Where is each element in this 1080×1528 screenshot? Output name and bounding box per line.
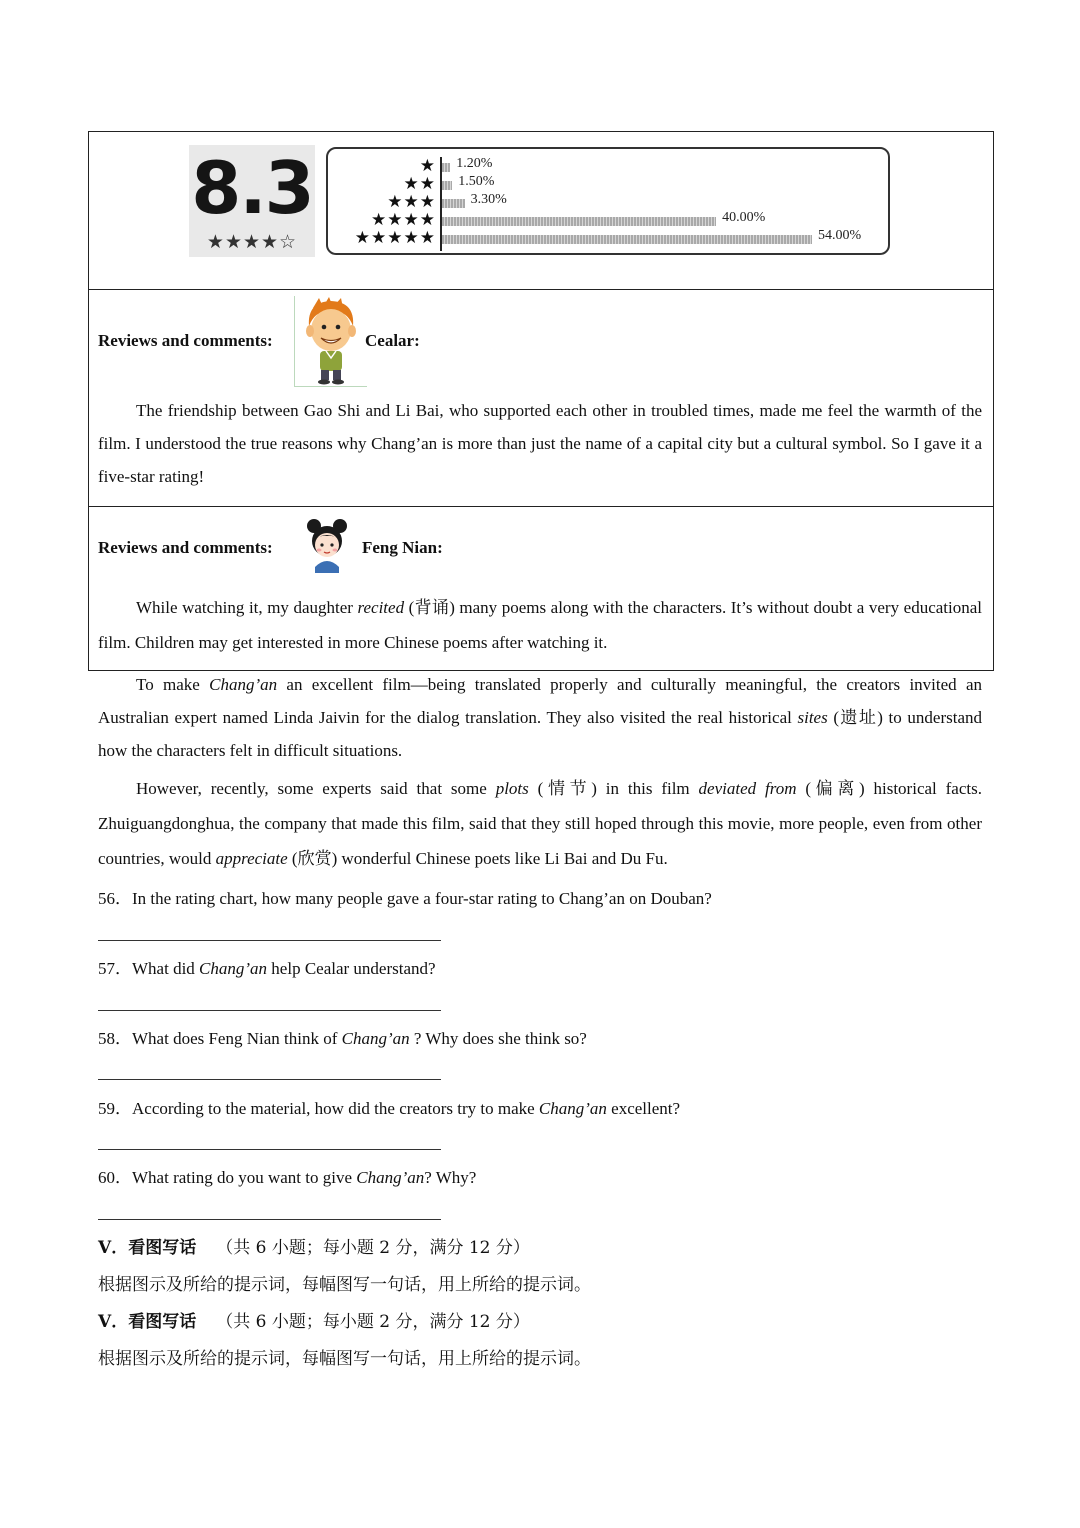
question-58 <box>98 1024 587 1049</box>
review2-label: Reviews and comments: <box>98 538 273 557</box>
passage-paragraph-1 <box>98 668 982 767</box>
question-text: ? Why? <box>424 1168 477 1187</box>
question-56: 56．In the rating chart, how many people gave a four-star rating to Chang’an on Douban? <box>98 889 712 908</box>
question-text: 58．What does Feng Nian think of <box>98 1029 342 1048</box>
distribution-stars: ★ <box>419 156 436 176</box>
answer-line-58[interactable] <box>98 1079 441 1080</box>
distribution-percent: 1.50% <box>458 174 495 189</box>
question-italic: Chang’an <box>199 959 268 978</box>
passage-italic: deviated from <box>698 779 797 798</box>
passage-text: (偏离) historical facts. Zhuiguangdonghua, the company that made this film, said that they still hoped through this movie, more people, even from other countries, would <box>98 779 982 868</box>
question-59 <box>98 1094 680 1119</box>
distribution-bar <box>442 163 450 172</box>
distribution-bar <box>442 199 465 208</box>
passage-text: (欣赏) wonderful Chinese poets like Li Bai and Du Fu. <box>287 849 668 868</box>
question-italic: Chang’an <box>538 1099 607 1118</box>
rating-score-stars: ★★★★☆ <box>206 231 298 253</box>
review2-name: Feng Nian: <box>362 538 443 557</box>
review2-text-part: (背诵) many poems along with the characters. It’s without doubt a very educational film. Children may get interested in more Chinese poems after watching it. <box>98 598 982 652</box>
section-title: V．看图写话 <box>98 1312 197 1332</box>
question-text: 60．What rating do you want to give <box>98 1168 357 1187</box>
distribution-bar <box>442 181 452 190</box>
divider <box>89 506 993 507</box>
answer-line-56[interactable] <box>98 940 441 941</box>
passage-italic: sites <box>797 708 828 727</box>
passage-italic: Chang’an <box>209 675 278 694</box>
question-text: ? Why does she think so? <box>409 1029 587 1048</box>
distribution-row <box>328 230 888 248</box>
distribution-stars: ★★★ <box>387 192 436 212</box>
distribution-percent: 40.00% <box>722 210 766 225</box>
divider <box>89 289 993 290</box>
avatar-boy-icon <box>294 296 367 387</box>
review1-name: Cealar: <box>365 331 420 350</box>
score-block <box>189 145 315 257</box>
distribution-stars: ★★ <box>403 174 436 194</box>
question-text: excellent? <box>606 1099 681 1118</box>
passage-text: (遗址) to understand how the characters felt in difficult situations. <box>98 708 982 760</box>
passage-paragraph-2 <box>98 771 982 876</box>
passage-italic: plots <box>495 779 529 798</box>
avatar-girl-icon <box>305 517 349 575</box>
distribution-bar <box>442 217 716 226</box>
question-text: help Cealar understand? <box>267 959 436 978</box>
distribution-percent: 1.20% <box>456 156 493 171</box>
rating-distribution-chart <box>326 147 890 255</box>
distribution-stars: ★★★★ <box>371 210 436 230</box>
answer-line-59[interactable] <box>98 1149 441 1150</box>
review2-text <box>98 590 982 660</box>
question-60 <box>98 1163 476 1188</box>
distribution-bar <box>442 235 812 244</box>
rating-score: 8.3 <box>191 146 313 230</box>
question-text: 59．According to the material, how did the creators try to make <box>98 1099 539 1118</box>
section-header <box>98 1233 530 1258</box>
passage-text: an excellent film—being translated properly and culturally meaningful, the creators invited an Australian expert named Linda Jaivin for the dialog translation. They also visited the real historical <box>98 675 983 727</box>
passage-text: (情节) in this film <box>528 779 699 798</box>
question-57 <box>98 954 436 979</box>
section-note: （共 6 小题；每小题 2 分，满分 12 分） <box>216 1238 530 1258</box>
distribution-percent: 54.00% <box>818 228 862 243</box>
section-instruction: 根据图示及所给的提示词，每幅图写一句话，用上所给的提示词。 <box>98 1349 591 1369</box>
section-note: （共 6 小题；每小题 2 分，满分 12 分） <box>216 1312 530 1332</box>
distribution-percent: 3.30% <box>470 192 507 207</box>
passage-italic: appreciate <box>215 849 288 868</box>
answer-line-57[interactable] <box>98 1010 441 1011</box>
review2-text-part: While watching it, my daughter <box>136 598 358 617</box>
distribution-stars: ★★★★★ <box>354 228 436 248</box>
section-instruction: 根据图示及所给的提示词，每幅图写一句话，用上所给的提示词。 <box>98 1275 591 1295</box>
section-title: V．看图写话 <box>98 1238 197 1258</box>
review1-label: Reviews and comments: <box>98 331 273 350</box>
section-header <box>98 1307 530 1332</box>
question-italic: Chang’an <box>341 1029 410 1048</box>
answer-line-60[interactable] <box>98 1219 441 1220</box>
review1-text: The friendship between Gao Shi and Li Bai, who supported each other in troubled times, made me feel the warmth of the film. I understood the true reasons why Chang’an is more than just the name of a capital city but a cultural symbol. So I gave it a five-star rating! <box>98 401 982 486</box>
passage-text: To make <box>136 675 210 694</box>
review2-italic-word: recited <box>357 598 405 617</box>
question-text: 57．What did <box>98 959 200 978</box>
question-italic: Chang’an <box>356 1168 425 1187</box>
passage-text: However, recently, some experts said that some <box>136 779 496 798</box>
